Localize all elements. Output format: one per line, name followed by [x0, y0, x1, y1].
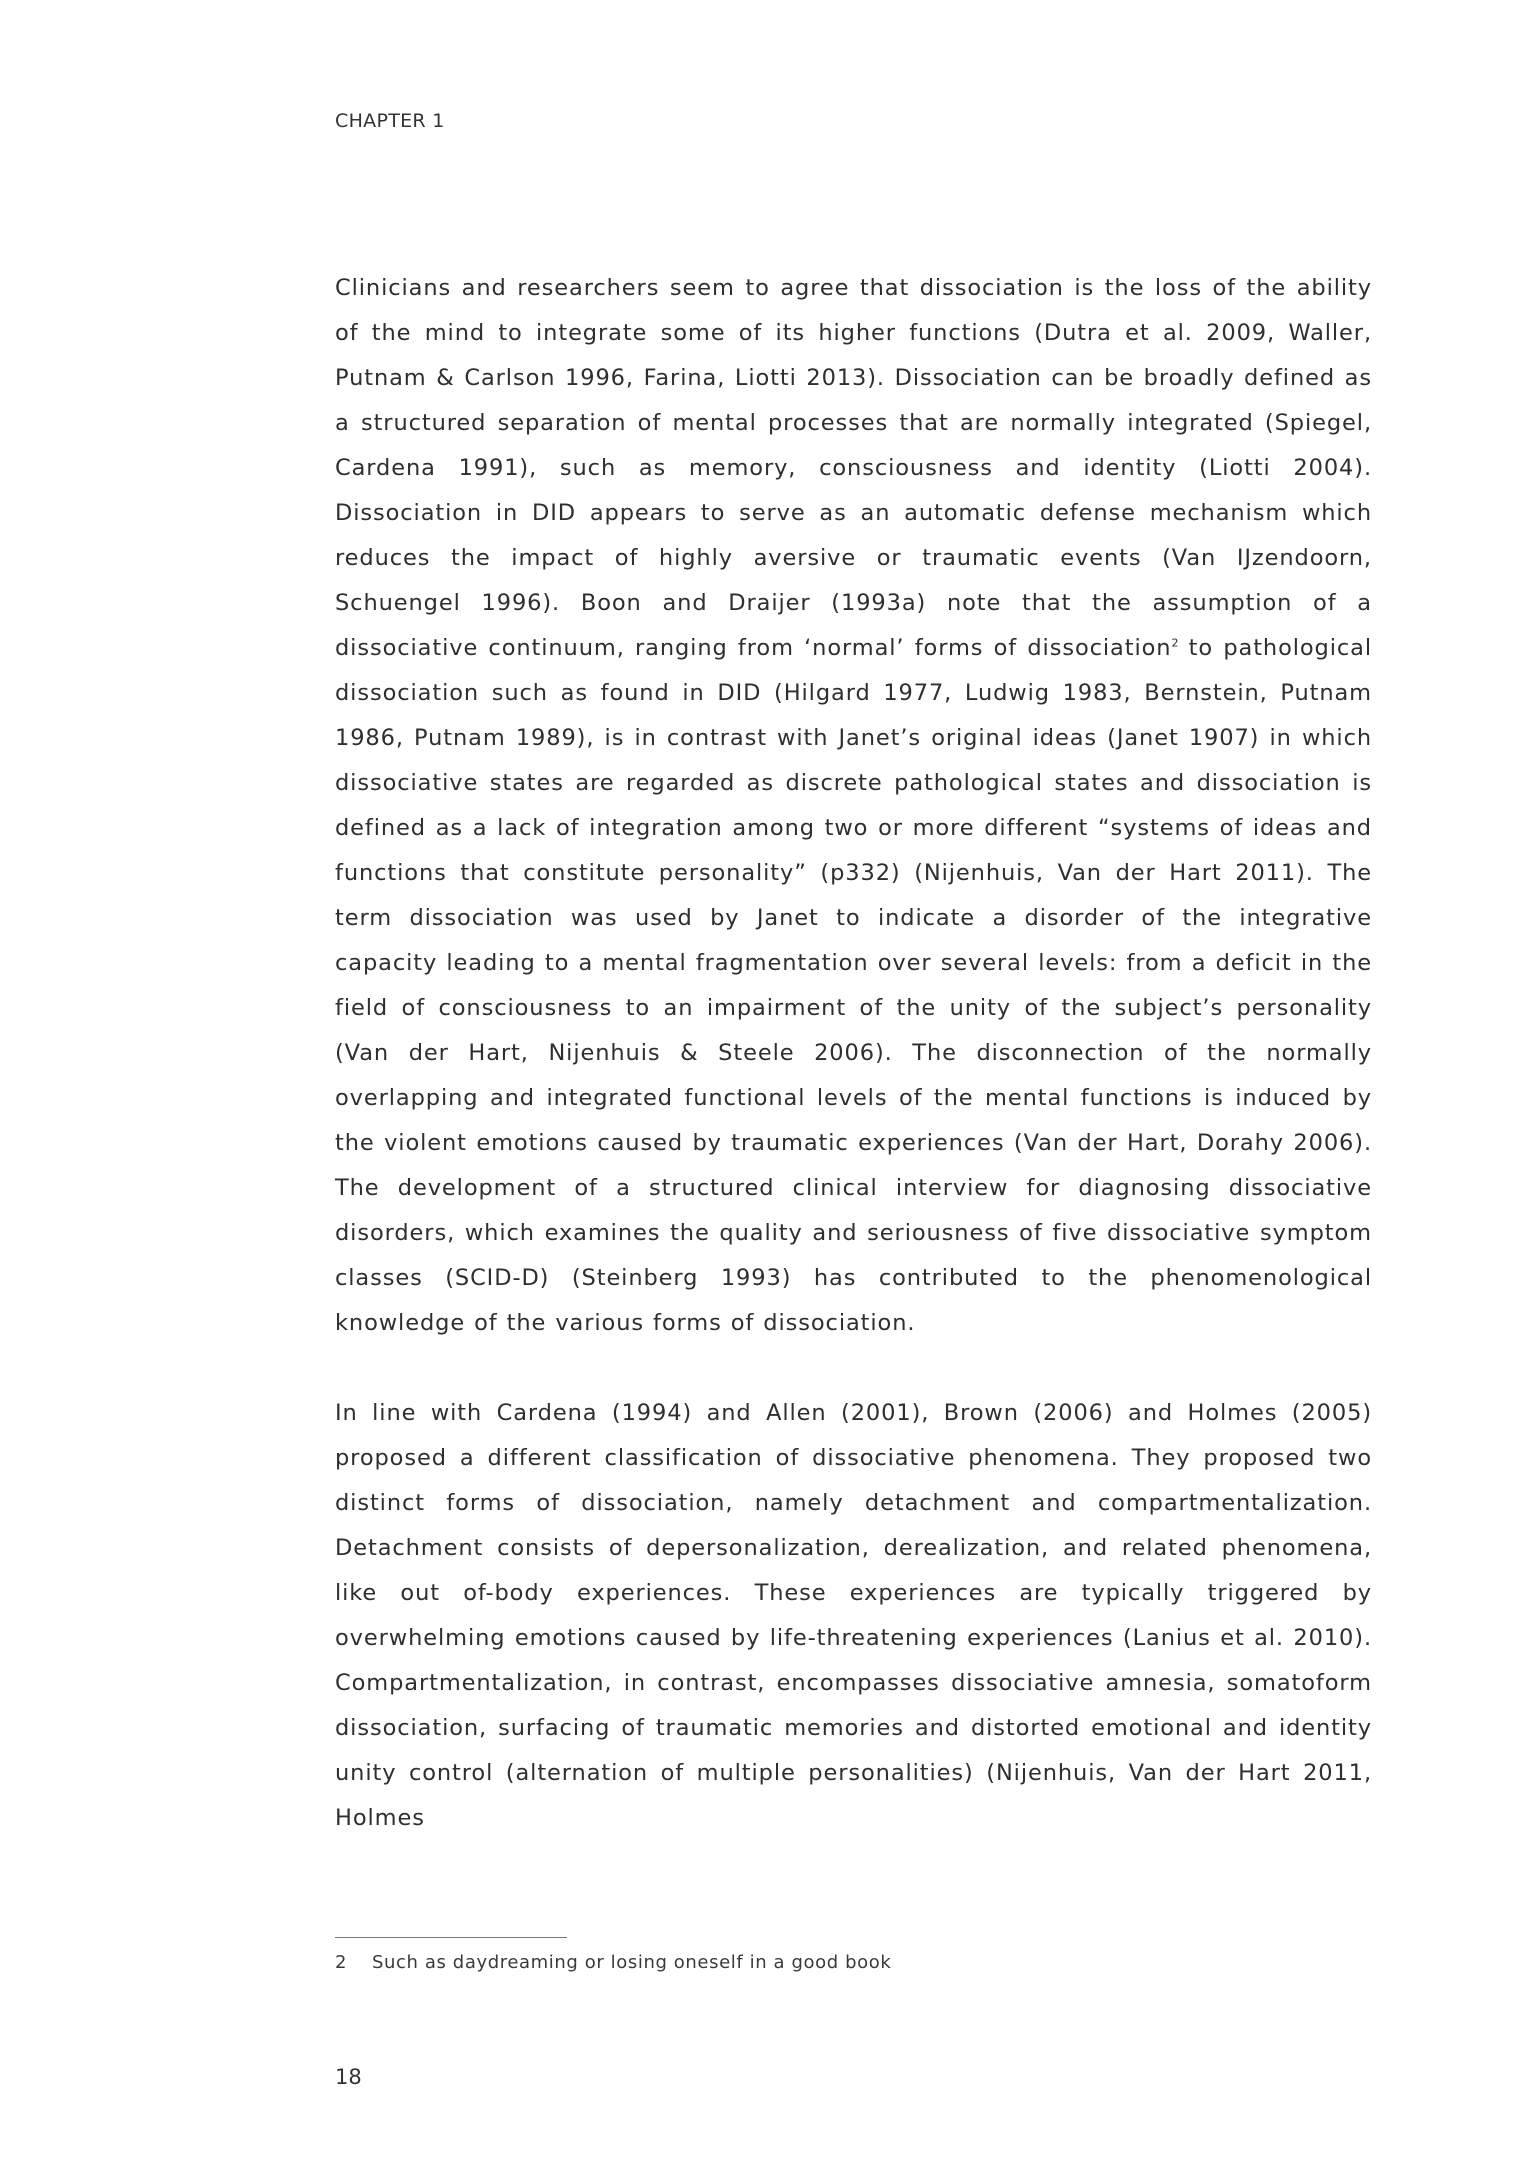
footnote-text: Such as daydreaming or losing oneself in a good book — [372, 1952, 892, 1973]
paragraph — [335, 266, 1372, 1346]
paragraph-text: to pathological dissociation such as found in DID (Hilgard 1977, Ludwig 1983, Bernstein, Putnam 1986, Putnam 1989), is in contrast with Janet’s original ideas (Janet 1907) in which dissociative states are regarded as discrete pathological states and dissociation is defined as a lack of integration among two or more different “systems of ideas and functions that constitute personality” (p332) (Nijenhuis, Van der Hart 2011). The term dissociation was used by Janet to indicate a disorder of the integrative capacity leading to a mental fragmentation over several levels: from a deficit in the field of consciousness to an impairment of the unity of the subject’s personality (Van der Hart, Nijenhuis & Steele 2006). The disconnection of the normally overlapping and integrated functional levels of the mental functions is induced by the violent emotions caused by traumatic experiences (Van der Hart, Dorahy 2006). The development of a structured clinical interview for diagnosing dissociative disorders, which examines the quality and seriousness of five dissociative symptom classes (SCID-D) (Steinberg 1993) has contributed to the phenomenological knowledge of the various forms of dissociation. — [335, 635, 1372, 1336]
paragraph-text: Clinicians and researchers seem to agree that dissociation is the loss of the ability of the mind to integrate some of its higher functions (Dutra et al. 2009, Waller, Putnam & Carlson 1996, Farina, Liotti 2013). Dissociation can be broadly defined as a structured separation of mental processes that are normally integrated (Spiegel, Cardena 1991), such as memory, consciousness and identity (Liotti 2004). Dissociation in DID appears to serve as an automatic defense mechanism which reduces the impact of highly aversive or traumatic events (Van IJzendoorn, Schuengel 1996). Boon and Draijer (1993a) note that the assumption of a dissociative continuum, ranging from ‘normal’ forms of dissociation — [335, 275, 1372, 661]
footnote-number: 2 — [335, 1952, 348, 1973]
footnote-reference[interactable]: 2 — [1171, 636, 1179, 650]
footnote-divider — [335, 1937, 567, 1938]
running-head: CHAPTER 1 — [335, 110, 445, 132]
main-text — [335, 266, 1372, 1841]
paragraph: In line with Cardena (1994) and Allen (2001), Brown (2006) and Holmes (2005) proposed a different classification of dissociative phenomena. They proposed two distinct forms of dissociation, namely detachment and compartmentalization. Detachment consists of depersonalization, derealization, and related phenomena, like out of-body experiences. These experiences are typically triggered by overwhelming emotions caused by life-threatening experiences (Lanius et al. 2010). Compartmentalization, in contrast, encompasses dissociative amnesia, somatoform dissociation, surfacing of traumatic memories and distorted emotional and identity unity control (alternation of multiple personalities) (Nijenhuis, Van der Hart 2011, Holmes — [335, 1400, 1372, 1831]
page-number: 18 — [335, 2065, 362, 2089]
footnote — [335, 1952, 891, 1973]
